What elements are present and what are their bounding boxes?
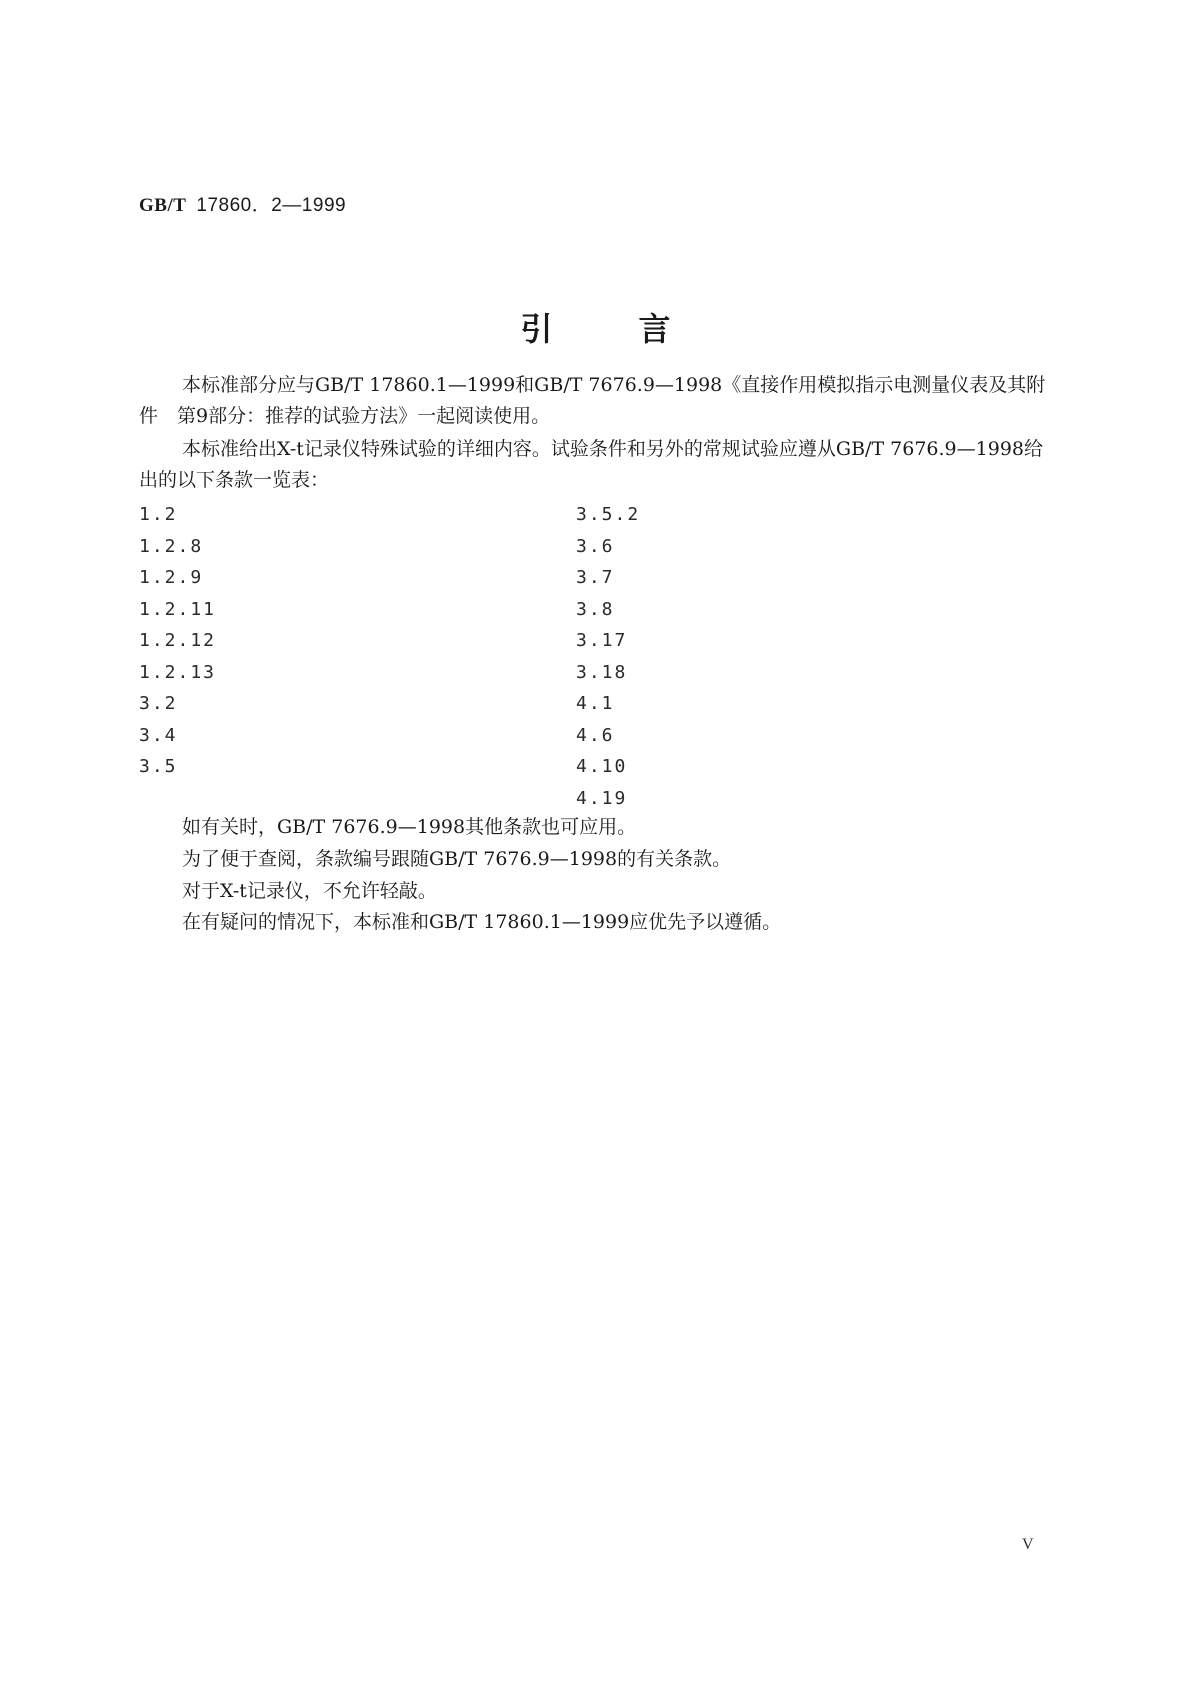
clause-item: 4.19 <box>576 787 628 809</box>
clause-column-right <box>576 499 640 814</box>
clause-column-left <box>139 499 216 783</box>
page-number: V <box>1022 1536 1034 1553</box>
clause-item: 3.5 <box>139 756 178 777</box>
intro-paragraph-2: 本标准给出X-t记录仪特殊试验的详细内容。试验条件和另外的常规试验应遵从GB/T 7676.9—1998给出的以下条款一览表： <box>139 438 1043 491</box>
clause-list <box>139 499 839 819</box>
clause-item: 4.10 <box>576 756 628 777</box>
clause-item: 3.18 <box>576 661 628 683</box>
note-paragraph-4: 在有疑问的情况下，本标准和GB/T 17860.1—1999应优先予以遵循。 <box>182 911 782 933</box>
clause-item: 4.1 <box>576 693 615 714</box>
clause-item: 3.2 <box>139 693 178 714</box>
clause-item: 1.2.13 <box>139 661 217 683</box>
page-title: 引言 <box>520 310 757 348</box>
clause-item: 3.4 <box>139 724 178 746</box>
clause-item: 1.2.9 <box>139 567 204 588</box>
clause-item: 1.2.8 <box>139 535 204 557</box>
clause-item: 1.2.12 <box>139 630 217 651</box>
clause-item: 1.2.11 <box>139 598 217 620</box>
standard-designation <box>139 190 346 217</box>
clause-item: 3.7 <box>576 567 615 588</box>
clause-item: 3.6 <box>576 535 615 557</box>
standard-prefix: GB/T <box>139 195 187 216</box>
note-paragraph-3: 对于X-t记录仪，不允许轻敲。 <box>182 880 437 902</box>
clause-item: 1.2 <box>139 504 178 525</box>
clause-item: 3.17 <box>576 630 628 651</box>
standard-number: 17860．2—1999 <box>196 195 347 216</box>
note-paragraph-2: 为了便于查阅，条款编号跟随GB/T 7676.9—1998的有关条款。 <box>182 848 732 870</box>
clause-item: 3.5.2 <box>576 504 641 525</box>
note-paragraph-1: 如有关时，GB/T 7676.9—1998其他条款也可应用。 <box>182 816 637 838</box>
clause-item: 4.6 <box>576 724 615 746</box>
intro-paragraph-1: 本标准部分应与GB/T 17860.1—1999和GB/T 7676.9—1998《直接作用模拟指示电测量仪表及其附件 第9部分：推荐的试验方法》一起阅读使用。 <box>139 374 1046 427</box>
clause-item: 3.8 <box>576 598 615 620</box>
